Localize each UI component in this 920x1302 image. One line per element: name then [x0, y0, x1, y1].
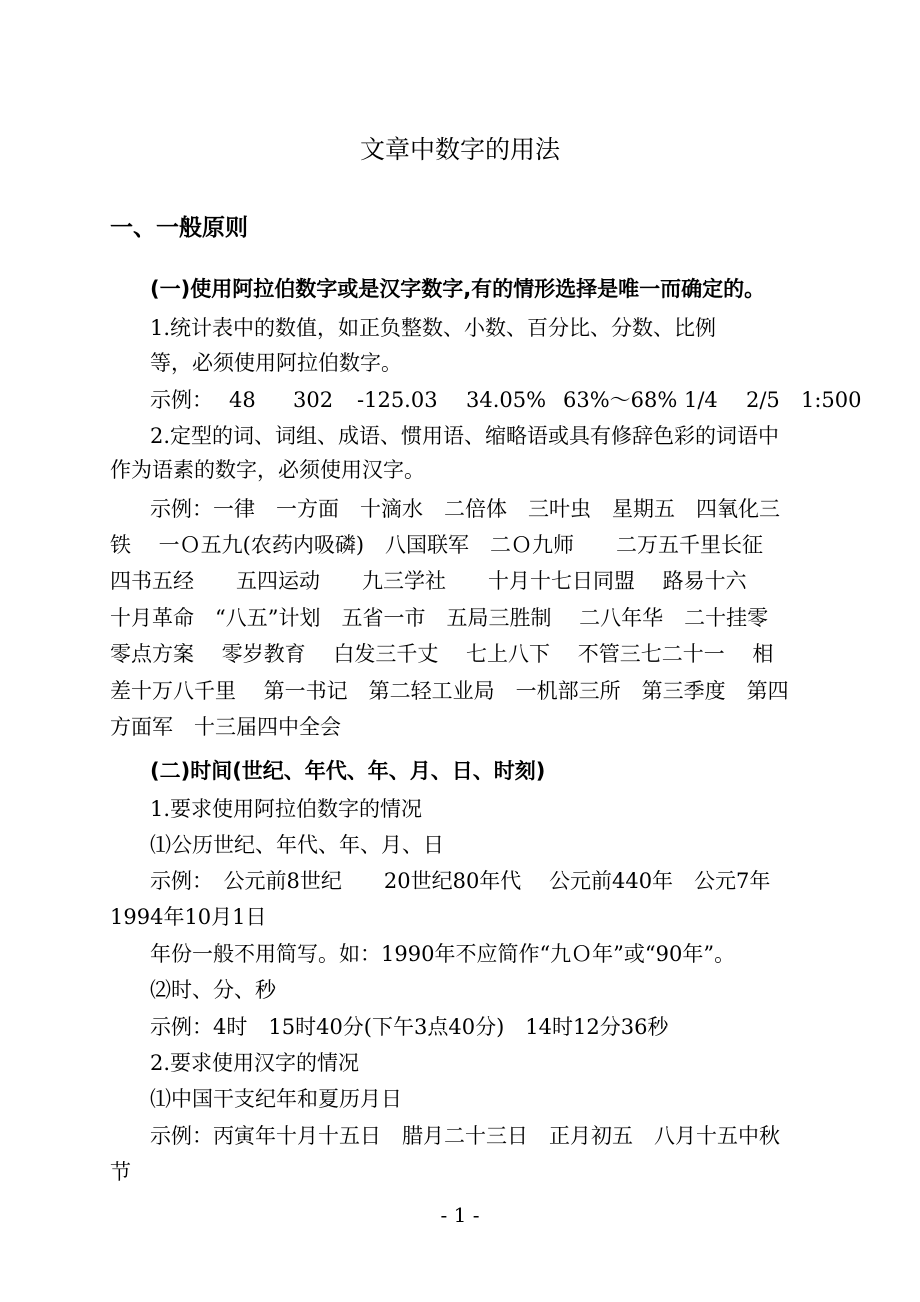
time-line: ⑴中国干支纪年和夏历月日 [150, 1087, 402, 1111]
example-value: 48 [229, 388, 256, 412]
page-number: - 1 - [440, 1203, 480, 1227]
time-line: 示例： 公元前8世纪 20世纪80年代 公元前440年 公元7年 [150, 869, 771, 893]
example-value: 1:500 [801, 388, 862, 412]
example-numbers-row [150, 386, 870, 414]
document-title: 文章中数字的用法 [359, 135, 560, 164]
subsection-heading-1: (一)使用阿拉伯数字或是汉字数字,有的情形选择是唯一而确定的。 [150, 277, 766, 301]
examples-2-line: 差十万八千里 第一书记 第二轻工业局 一机部三所 第三季度 第四 [110, 679, 789, 703]
time-line: 1994年10月1日 [110, 905, 267, 929]
examples-2-line: 铁 一Ｏ五九(农药内吸磷) 八国联军 二Ｏ九师 二万五千里长征 [110, 533, 764, 557]
paragraph-1-line-1: 1.统计表中的数值，如正负整数、小数、百分比、分数、比例 [150, 316, 717, 340]
time-line: 1.要求使用阿拉伯数字的情况 [150, 797, 423, 821]
time-line: 节 [110, 1160, 131, 1184]
time-line: 年份一般不用简写。如：1990年不应简作“九Ｏ年”或“90年”。 [150, 942, 736, 966]
examples-2-line: 示例：一律 一方面 十滴水 二倍体 三叶虫 星期五 四氧化三 [150, 497, 780, 521]
time-line: 2.要求使用汉字的情况 [150, 1051, 360, 1075]
subsection-heading-2: (二)时间(世纪、年代、年、月、日、时刻) [150, 759, 546, 783]
time-line: 示例：4时 15时40分(下午3点40分) 14时12分36秒 [150, 1015, 669, 1039]
time-line: 示例：丙寅年十月十五日 腊月二十三日 正月初五 八月十五中秋 [150, 1124, 780, 1148]
time-line: ⑴公历世纪、年代、年、月、日 [150, 833, 444, 857]
example-value: 34.05% [466, 388, 547, 412]
example-value: 1/4 [684, 388, 718, 412]
example-label: 示例： [150, 388, 213, 412]
example-value: 2/5 [746, 388, 780, 412]
paragraph-2-line-2: 作为语素的数字，必须使用汉字。 [110, 458, 425, 482]
examples-2-line: 方面军 十三届四中全会 [110, 715, 341, 739]
time-line: ⑵时、分、秒 [150, 978, 276, 1002]
examples-2-line: 零点方案 零岁教育 白发三千丈 七上八下 不管三七二十一 相 [110, 642, 774, 666]
example-value: 63%～68% [563, 388, 678, 412]
examples-2-line: 十月革命 “八五”计划 五省一市 五局三胜制 二八年华 二十挂零 [110, 606, 769, 630]
section-heading-general-principles: 一、一般原则 [110, 215, 248, 241]
paragraph-1-line-2: 等，必须使用阿拉伯数字。 [150, 351, 402, 375]
examples-2-line: 四书五经 五四运动 九三学社 十月十七日同盟 路易十六 [110, 569, 747, 593]
paragraph-2-line-1: 2.定型的词、词组、成语、惯用语、缩略语或具有修辞色彩的词语中 [150, 424, 780, 448]
example-value: -125.03 [357, 388, 438, 412]
example-value: 302 [293, 388, 334, 412]
